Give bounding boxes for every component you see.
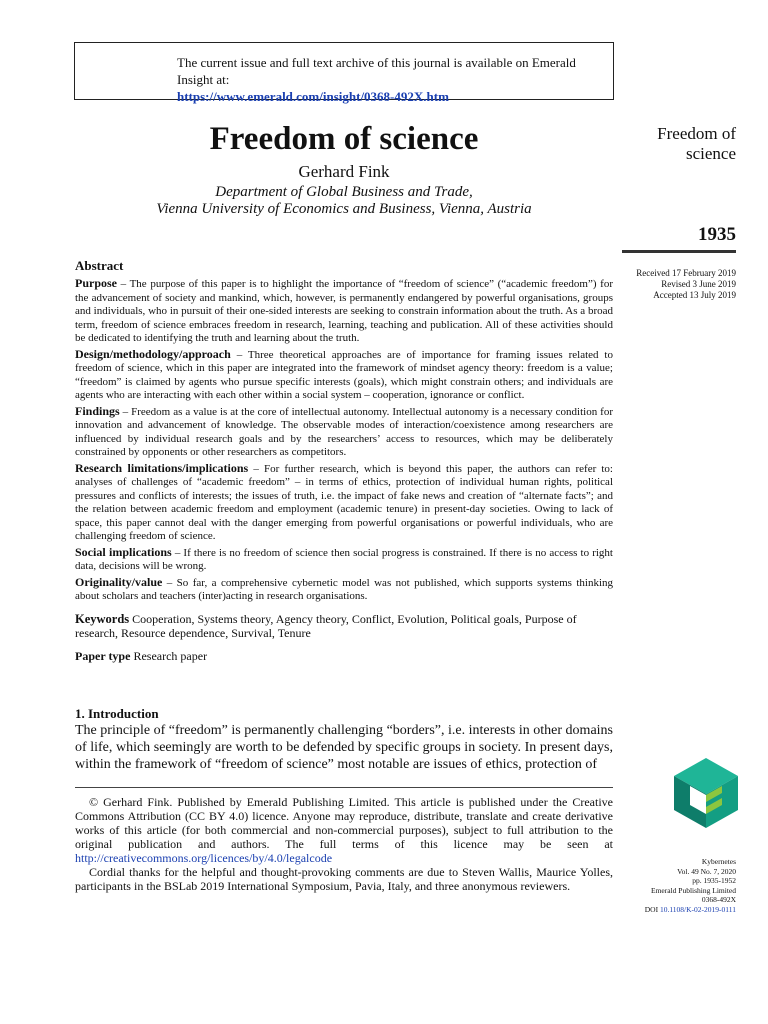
copyright-text: © Gerhard Fink. Published by Emerald Publishing Limited. This article is published under the Creative Commons Attribution (CC BY 4.0) licence. Anyone may reproduce, distribute, translate and create derivative works of this article (for both commercial and non-commercial purposes), subject to full attribution to the original publication and authors. The full terms of this licence may be seen at [75, 795, 613, 851]
abstract-label: Research limitations/implications [75, 460, 249, 475]
paper-type-label: Paper type [75, 648, 131, 663]
abstract-purpose [75, 277, 613, 346]
author-name: Gerhard Fink [298, 162, 390, 181]
doi-link[interactable]: 10.1108/K-02-2019-0111 [659, 904, 736, 914]
footnote-section [75, 795, 613, 893]
acknowledgements: Cordial thanks for the helpful and thought-provoking comments are due to Steven Wallis, Maurice Yolles, participants in the BSLab 2019 International Symposium, Pavia, Italy, and three anonymous reviewers. [75, 865, 613, 893]
abstract-heading: Abstract [75, 258, 124, 273]
abstract-section [75, 258, 613, 664]
abstract-findings [75, 405, 613, 460]
running-title-line-2: science [685, 144, 736, 163]
abstract-label: Findings [75, 403, 120, 418]
introduction-section [75, 706, 613, 773]
abstract-label: Purpose [75, 276, 117, 290]
abstract-social [75, 546, 613, 574]
abstract-text: – Freedom as a value is at the core of intellectual autonomy. Intellectual autonomy is a necessary condition for innovation and advancement of knowledge. The observable modes of interaction/coexistence among researchers are influenced by individual research goals and by the researchers’ access to resources, which may be deliberately constrained by opponents or other researchers as competitors. [75, 405, 613, 458]
page-number: 1935 [622, 224, 736, 253]
journal-name: Kybernetes [701, 857, 736, 866]
footnote-divider [75, 787, 613, 788]
abstract-originality [75, 576, 613, 604]
copyright-note [75, 795, 613, 865]
article-history [622, 268, 736, 301]
introduction-heading: 1. Introduction [75, 706, 159, 721]
running-title-line-1: Freedom of [657, 124, 736, 143]
abstract-text: – The purpose of this paper is to highlight the importance of “freedom of science” (“academic freedom”) for the advancement of society and mankind, which, however, is permanently endangered by powerful organisations, groups and individuals, who in pursuit of their one-sided interests are seeking to constrain information about the truth. As a broad term, freedom of science embraces freedom in research, learning, teaching and publication. All of these activities should be dedicated to identifying the truth and learning about the truth. [75, 278, 613, 344]
affiliation-line-1: Department of Global Business and Trade, [215, 184, 473, 200]
abstract-design [75, 348, 613, 403]
author-affiliation [74, 184, 614, 218]
journal-publisher: Emerald Publishing Limited [651, 885, 736, 895]
notice-text: The current issue and full text archive of this journal is available on Emerald Insight at: [177, 55, 576, 87]
journal-notice-box [74, 42, 614, 104]
introduction-text: The principle of “freedom” is permanently challenging “borders”, i.e. interests in other domains of life, which seemingly are worth to be defended by specific groups in society. In present days, within the framework of “freedom of science” most notable are issues of ethics, protection of [75, 723, 613, 772]
journal-doi [622, 905, 736, 915]
paper-type [75, 649, 613, 664]
license-link[interactable]: http://creativecommons.org/licences/by/4.0/legalcode [75, 851, 333, 865]
abstract-label: Social implications [75, 544, 172, 559]
journal-pages: pp. 1935-1952 [692, 876, 736, 885]
doi-label: DOI [644, 904, 659, 914]
keywords [75, 612, 613, 641]
revised-date: Revised 3 June 2019 [661, 279, 736, 289]
journal-info [622, 857, 736, 914]
accepted-date: Accepted 13 July 2019 [653, 290, 736, 300]
open-access-logo-icon [672, 758, 740, 828]
abstract-text: – For further research, which is beyond this paper, the authors can refer to: analyses of challenges of “academic freedom” – in terms of ethics, protection of individual human rights, political pressures and conflicts of interests; the issues of truth, i.e. the impact of fake news and creation of “alternate facts”; and the relation between academic freedom and employment (academic tenure) in present-day societies. Owing to lack of space, this paper cannot deal with the danger emerging from powerful organisations or powerful individuals, who are challenging freedom of science. [75, 462, 613, 542]
journal-volume: Vol. 49 No. 7, 2020 [677, 866, 736, 876]
abstract-limitations [75, 462, 613, 544]
keywords-label: Keywords [75, 611, 130, 626]
affiliation-line-2: Vienna University of Economics and Business, Vienna, Austria [156, 201, 532, 217]
abstract-text: – Three theoretical approaches are of importance for framing issues related to freedom of science, which in this paper are integrated into the framework of mindset agency theory: freedom is a value; “freedom” is claimed by agents who pursue specific interests (goals), which might constrain others; and individuals are agents who are interacting with each other within a social system – cooperation, ignorance or conflict. [75, 348, 613, 401]
running-title [622, 124, 736, 164]
keywords-list: Cooperation, Systems theory, Agency theory, Conflict, Evolution, Political goals, Purpose of research, Resource dependence, Survival, Tenure [75, 611, 577, 640]
abstract-text: – If there is no freedom of science then social progress is constrained. If there is no access to right data, decisions will be wrong. [75, 546, 613, 572]
abstract-label: Design/methodology/approach [75, 346, 231, 361]
received-date: Received 17 February 2019 [636, 268, 736, 278]
abstract-label: Originality/value [75, 574, 163, 589]
paper-type-value: Research paper [133, 648, 208, 663]
journal-issn: 0368-492X [701, 895, 736, 904]
article-title: Freedom of science [209, 121, 479, 157]
abstract-text: – So far, a comprehensive cybernetic model was not published, which supports systems thinking about scholars and teachers (inter)acting in research organisations. [75, 576, 613, 602]
journal-link[interactable]: https://www.emerald.com/insight/0368-492X.htm [177, 89, 449, 104]
